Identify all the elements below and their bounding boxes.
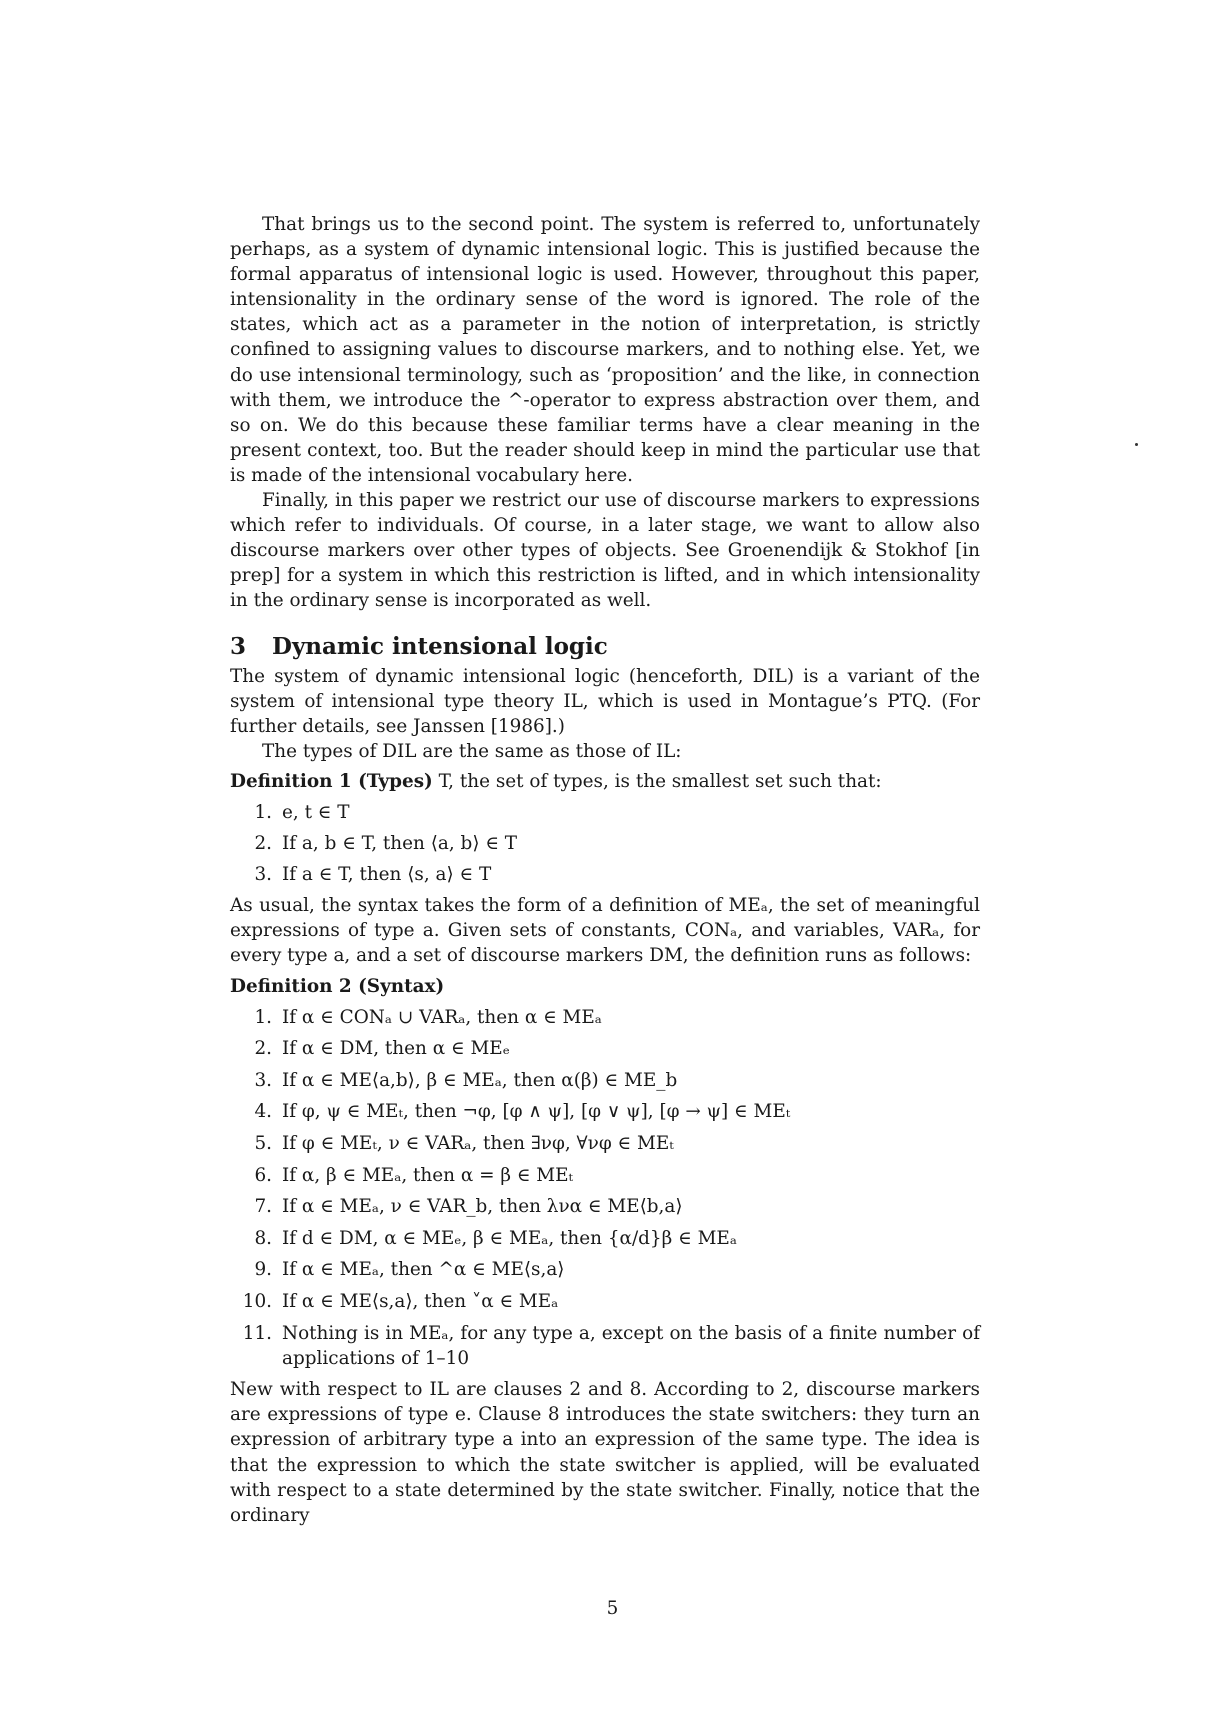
definition-1-label: Definition 1 (Types) — [230, 770, 433, 792]
item-text: If α ∈ MEₐ, ν ∈ VAR_b, then λνα ∈ ME⟨b,a⟩ — [282, 1196, 683, 1218]
list-item — [230, 1036, 980, 1061]
item-number: 2. — [254, 833, 272, 855]
definition-1-text: T, the set of types, is the smallest set such that: — [432, 770, 882, 792]
paragraph-types-intro: The types of DIL are the same as those of IL: — [262, 740, 682, 762]
paragraph-new-with-respect: New with respect to IL are clauses 2 and 8. According to 2, discourse markers are expressions of type e. Clause 8 introduces the state switchers: they turn an expression of arbitrary type a into an expression of the same type. The idea is that the expression to which the state switcher is applied, will be evaluated with respect to a state determined by the state switcher. Finally, notice that the ordinary — [230, 1379, 980, 1526]
item-text: If α, β ∈ MEₐ, then α = β ∈ MEₜ — [282, 1164, 574, 1186]
item-text: If α ∈ ME⟨s,a⟩, then ˅α ∈ MEₐ — [282, 1290, 559, 1312]
list-item — [230, 831, 980, 856]
item-number: 1. — [254, 1006, 272, 1028]
item-text: If α ∈ MEₐ, then ^α ∈ ME⟨s,a⟩ — [282, 1259, 565, 1281]
item-number: 6. — [254, 1164, 272, 1186]
syntax-list — [230, 1005, 980, 1371]
list-item — [230, 800, 980, 825]
item-number: 9. — [254, 1259, 272, 1281]
paragraph-syntax-intro: As usual, the syntax takes the form of a definition of MEₐ, the set of meaningful expressions of type a. Given sets of constants, CONₐ, and variables, VARₐ, for every type a, and a set of discourse markers DM, the definition runs as follows: — [230, 895, 980, 967]
definition-2-label: Definition 2 (Syntax) — [230, 975, 445, 997]
item-number: 2. — [254, 1038, 272, 1060]
item-number: 1. — [254, 801, 272, 823]
item-text: e, t ∈ T — [282, 801, 350, 823]
list-item — [230, 1163, 980, 1188]
section-number: 3 — [230, 632, 247, 660]
list-item — [230, 1131, 980, 1156]
item-number: 4. — [254, 1101, 272, 1123]
item-text: If φ ∈ MEₜ, ν ∈ VARₐ, then ∃νφ, ∀νφ ∈ MEₜ — [282, 1133, 674, 1154]
item-text: If d ∈ DM, α ∈ MEₑ, β ∈ MEₐ, then {α/d}β ∈ MEₐ — [282, 1227, 737, 1249]
item-number: 3. — [254, 864, 272, 886]
item-text: Nothing is in MEₐ, for any type a, except on the basis of a finite number of applications of 1–10 — [282, 1322, 980, 1369]
list-item — [230, 1257, 980, 1282]
types-list — [230, 800, 980, 887]
item-number: 11. — [242, 1322, 272, 1344]
page-body — [230, 212, 980, 1528]
item-number: 5. — [254, 1133, 272, 1154]
item-text: If a ∈ T, then ⟨s, a⟩ ∈ T — [282, 864, 492, 886]
paragraph-second-point: That brings us to the second point. The system is referred to, unfortunately perhaps, as a system of dynamic intensional logic. This is justified because the formal apparatus of intensional logic is used. However, throughout this paper, intensionality in the ordinary sense of the word is ignored. The role of the states, which act as a parameter in the notion of interpretation, is strictly confined to assigning values to discourse markers, and to nothing else. Yet, we do use intensional terminology, such as ‘proposition’ and the like, in connection with them, we introduce the ^-operator to express abstraction over them, and so on. We do this because these familiar terms have a clear meaning in the present context, too. But the reader should keep in mind the particular use that is made of the intensional vocabulary here. — [230, 214, 980, 486]
paragraph-intro: The system of dynamic intensional logic (henceforth, DIL) is a variant of the system of intensional type theory IL, which is used in Montague’s PTQ. (For further details, see Janssen [1986].) — [230, 665, 980, 737]
list-item — [230, 1289, 980, 1314]
item-number: 10. — [242, 1290, 272, 1312]
section-heading — [230, 633, 980, 661]
list-item — [230, 1068, 980, 1093]
definition-2 — [230, 974, 980, 999]
item-text: If α ∈ DM, then α ∈ MEₑ — [282, 1038, 510, 1060]
item-text: If φ, ψ ∈ MEₜ, then ¬φ, [φ ∧ ψ], [φ ∨ ψ], [φ → ψ] ∈ MEₜ — [282, 1101, 791, 1123]
list-item — [230, 1099, 980, 1124]
item-number: 8. — [254, 1227, 272, 1249]
list-item — [230, 1226, 980, 1251]
item-text: If α ∈ CONₐ ∪ VARₐ, then α ∈ MEₐ — [282, 1006, 602, 1028]
list-item — [230, 862, 980, 887]
definition-1 — [230, 769, 980, 794]
list-item — [230, 1005, 980, 1030]
section-title: Dynamic intensional logic — [272, 632, 608, 660]
item-text: If α ∈ ME⟨a,b⟩, β ∈ MEₐ, then α(β) ∈ ME_b — [282, 1069, 678, 1091]
item-number: 7. — [254, 1196, 272, 1218]
page-number: 5 — [606, 1598, 619, 1619]
list-item — [230, 1194, 980, 1219]
item-text: If a, b ∈ T, then ⟨a, b⟩ ∈ T — [282, 833, 518, 855]
scan-speck — [1135, 443, 1138, 446]
item-number: 3. — [254, 1069, 272, 1091]
paragraph-finally: Finally, in this paper we restrict our use of discourse markers to expressions which refer to individuals. Of course, in a later stage, we want to allow also discourse markers over other types of objects. See Groenendijk & Stokhof [in prep] for a system in which this restriction is lifted, and in which intensionality in the ordinary sense is incorporated as well. — [230, 490, 980, 612]
list-item — [230, 1321, 980, 1371]
